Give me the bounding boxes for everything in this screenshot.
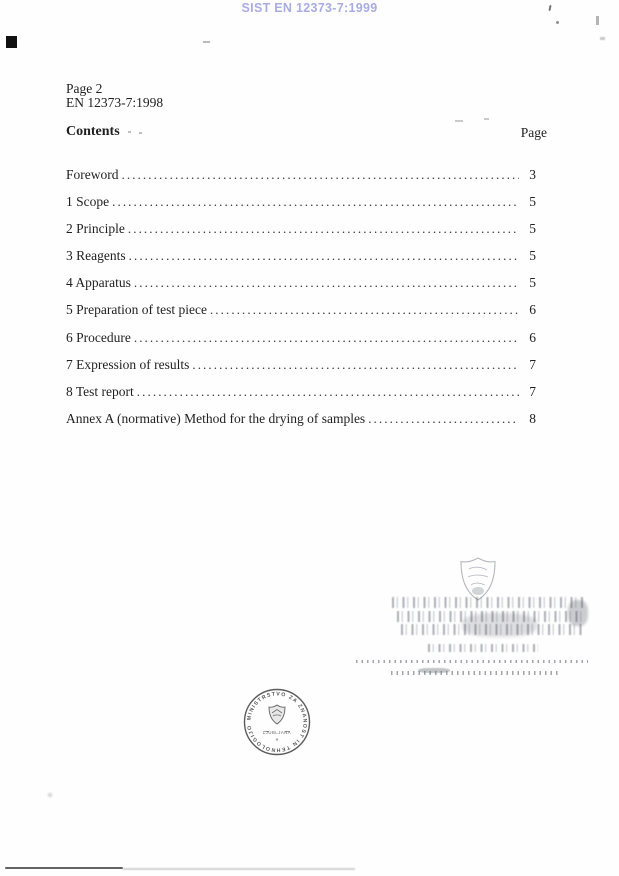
toc-leader-dots (122, 168, 520, 182)
scan-speck (484, 118, 489, 120)
contents-heading: Contents (66, 124, 120, 139)
scan-speck (139, 132, 142, 134)
toc-entry-label: 4 Apparatus (66, 275, 131, 291)
toc-entry-label: Foreword (66, 167, 119, 182)
ministry-seal (238, 683, 316, 761)
scan-speck (556, 21, 559, 24)
toc-leader-dots (192, 358, 519, 372)
toc-entry-label: 7 Expression of results (66, 356, 190, 372)
toc-entry (66, 331, 536, 345)
toc-page-number: 8 (529, 410, 536, 426)
stamp-smudge-patch (462, 613, 537, 637)
toc-leader-dots (134, 331, 519, 345)
toc-page-number: 5 (529, 194, 536, 210)
toc-entry-label: 2 Principle (66, 221, 125, 237)
toc-page-number: 5 (529, 221, 536, 237)
toc-entry-label: 8 Test report (66, 383, 134, 399)
seal-coat-of-arms-icon (269, 705, 285, 724)
toc-entry (66, 168, 536, 182)
stamp-smudge-line (428, 644, 538, 652)
stamp-dotted-line (356, 660, 588, 663)
scan-speck (128, 131, 131, 133)
toc-leader-dots (112, 195, 519, 209)
document-watermark: SIST EN 12373-7:1999 (241, 1, 378, 15)
toc-list (66, 168, 536, 439)
toc-entry (66, 276, 536, 290)
scan-speck (596, 16, 599, 25)
toc-entry-label: 1 Scope (66, 194, 110, 210)
toc-entry (66, 303, 536, 317)
toc-page-number: 3 (529, 167, 536, 182)
page-column-heading: Page (520, 125, 547, 140)
stamp-smudge-line (392, 597, 584, 608)
seal-bottom-star: * (275, 738, 279, 745)
toc-entry (66, 358, 536, 372)
scan-speck (48, 793, 52, 797)
toc-entry (66, 249, 536, 263)
toc-entry (66, 222, 536, 236)
toc-leader-dots (368, 412, 519, 426)
stamp-smudge-patch (418, 668, 450, 673)
page-number-label: Page 2 (66, 81, 103, 96)
toc-entry-label: 3 Reagents (66, 248, 126, 264)
stamp-smudge-patch (568, 600, 588, 626)
toc-entry-label: 5 Preparation of test piece (66, 302, 207, 318)
toc-page-number: 7 (529, 383, 536, 399)
standard-reference: EN 12373-7:1998 (66, 95, 164, 110)
seal-center-text: LJUBLJANA (262, 730, 292, 735)
toc-page-number: 7 (529, 356, 536, 372)
toc-entry-label: Annex A (normative) Method for the drying of samples (66, 410, 366, 426)
seal-ring-text: MINISTRSTVO ZA ZNANOST IN TEHNOLOGIJO (246, 691, 308, 753)
scan-speck (600, 37, 605, 40)
toc-leader-dots (210, 303, 519, 317)
scan-speck (455, 120, 463, 122)
toc-page-number: 6 (529, 329, 536, 345)
scan-artifact-black-square (6, 36, 17, 48)
toc-page-number: 5 (529, 248, 536, 264)
stamp-dotted-line (391, 671, 561, 675)
scan-artifact-bottom-line-faint (123, 868, 355, 870)
toc-entry-label: 6 Procedure (66, 329, 131, 345)
toc-leader-dots (134, 276, 519, 290)
toc-entry (66, 195, 536, 209)
scan-speck (203, 41, 210, 43)
toc-entry (66, 385, 536, 399)
toc-leader-dots (129, 249, 519, 263)
toc-page-number: 5 (529, 275, 536, 291)
shield-stamp-icon (457, 555, 499, 603)
toc-page-number: 6 (529, 302, 536, 318)
toc-leader-dots (137, 385, 519, 399)
scan-artifact-bottom-line (5, 867, 123, 869)
toc-leader-dots (128, 222, 519, 236)
toc-entry (66, 412, 536, 426)
